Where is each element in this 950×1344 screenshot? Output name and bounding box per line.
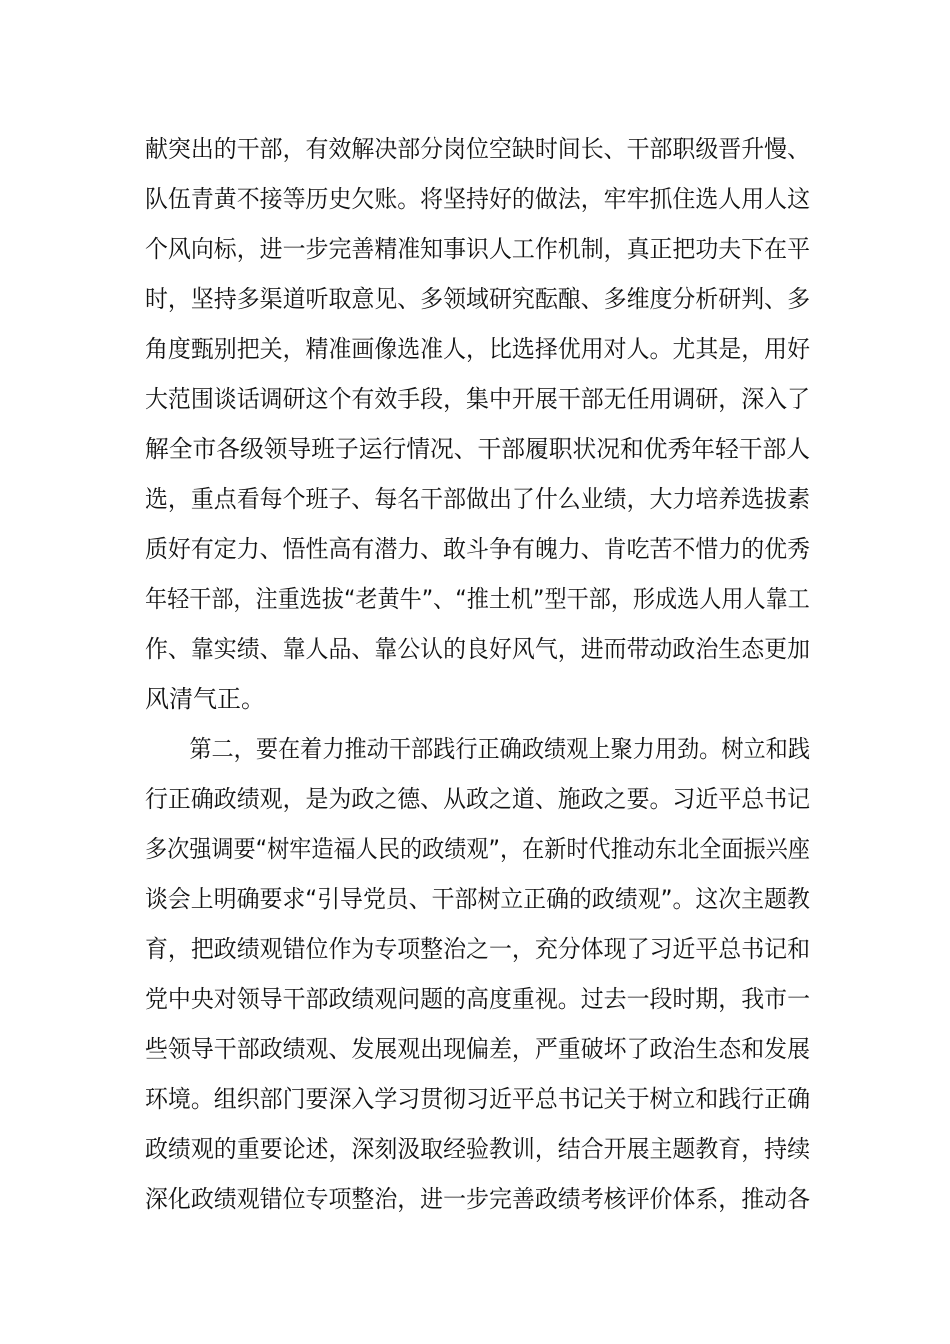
- text-line: 政绩观的重要论述，深刻汲取经验教训，结合开展主题教育，持续: [145, 1135, 811, 1163]
- text-line: 时，坚持多渠道听取意见、多领域研究酝酿、多维度分析研判、多: [145, 285, 811, 313]
- text-line: 献突出的干部，有效解决部分岗位空缺时间长、干部职级晋升慢、: [145, 135, 811, 163]
- text-line: 解全市各级领导班子运行情况、干部履职状况和优秀年轻干部人: [145, 435, 811, 463]
- text-line: 行正确政绩观，是为政之德、从政之道、施政之要。习近平总书记: [145, 785, 811, 813]
- text-line: 大范围谈话调研这个有效手段，集中开展干部无任用调研，深入了: [145, 385, 811, 413]
- text-line: 党中央对领导干部政绩观问题的高度重视。过去一段时期，我市一: [145, 985, 811, 1013]
- text-line: 多次强调要“树牢造福人民的政绩观”，在新时代推动东北全面振兴座: [145, 835, 810, 863]
- text-line: 些领导干部政绩观、发展观出现偏差，严重破坏了政治生态和发展: [145, 1035, 811, 1063]
- text-line: 育，把政绩观错位作为专项整治之一，充分体现了习近平总书记和: [145, 935, 811, 963]
- text-line: 风清气正。: [145, 685, 265, 713]
- text-line: 选，重点看每个班子、每名干部做出了什么业绩，大力培养选拔素: [145, 485, 811, 513]
- text-line: 角度甄别把关，精准画像选准人，比选择优用对人。尤其是，用好: [145, 335, 811, 363]
- body-text: [145, 124, 810, 1224]
- text-line: 质好有定力、悟性高有潜力、敢斗争有魄力、肯吃苦不惜力的优秀: [145, 535, 811, 563]
- paragraph-start-line: 第二，要在着力推动干部践行正确政绩观上聚力用劲。树立和践: [145, 735, 810, 763]
- text-line: 作、靠实绩、靠人品、靠公认的良好风气，进而带动政治生态更加: [145, 635, 811, 663]
- text-line: 个风向标，进一步完善精准知事识人工作机制，真正把功夫下在平: [145, 235, 811, 263]
- text-line: 环境。组织部门要深入学习贯彻习近平总书记关于树立和践行正确: [145, 1085, 811, 1113]
- text-line: 深化政绩观错位专项整治，进一步完善政绩考核评价体系，推动各: [145, 1185, 811, 1213]
- text-line: 队伍青黄不接等历史欠账。将坚持好的做法，牢牢抓住选人用人这: [145, 185, 811, 213]
- text-line: 谈会上明确要求“引导党员、干部树立正确的政绩观”。这次主题教: [145, 885, 810, 913]
- text-line: 年轻干部，注重选拔“老黄牛”、“推土机”型干部，形成选人用人靠工: [145, 585, 810, 613]
